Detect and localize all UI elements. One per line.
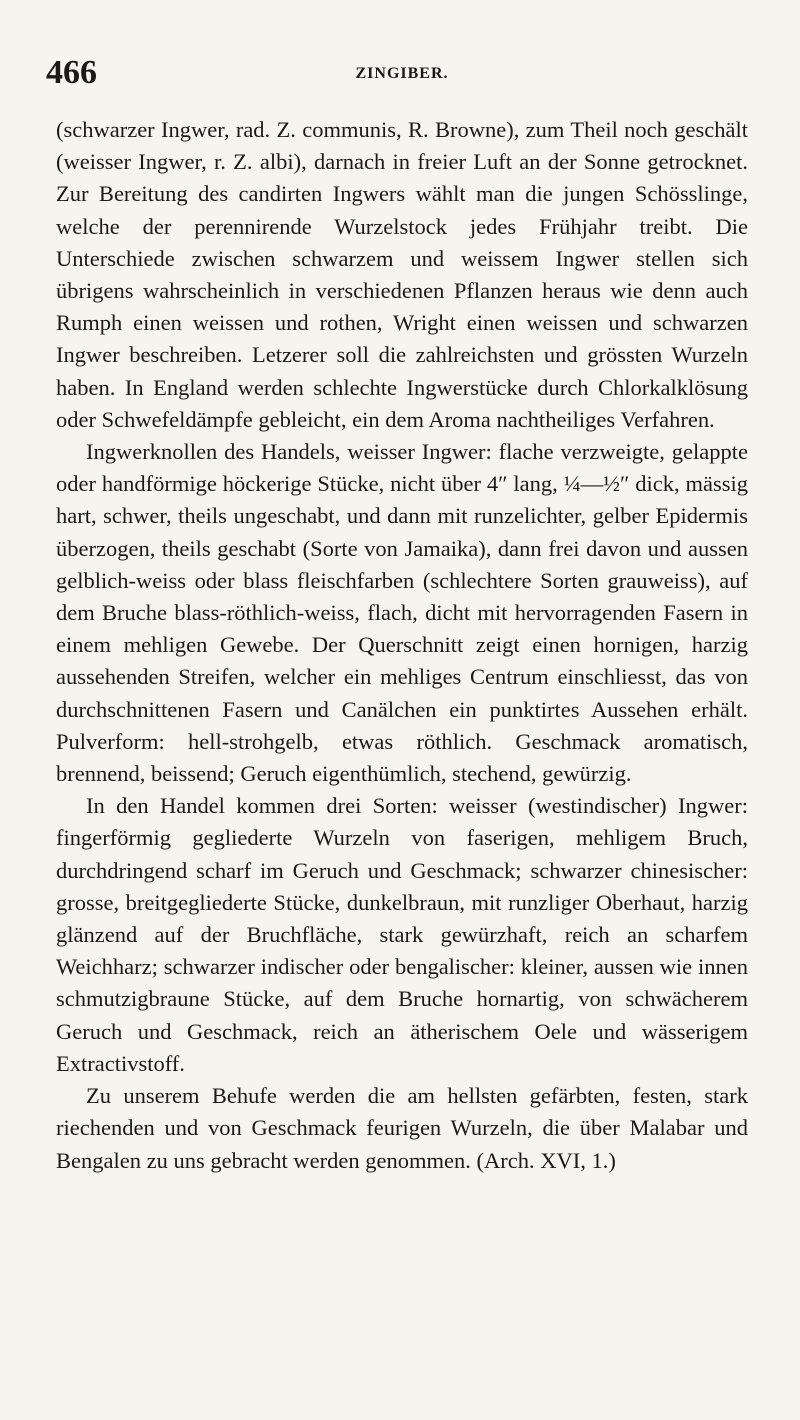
paragraph-4: Zu unserem Behufe werden die am hellsten gefärbten, festen, stark riechenden und von Geschmack feurigen Wurzeln, die über Malabar und Bengalen zu uns gebracht werden genommen. (Arch. XVI, 1.) bbox=[56, 1083, 748, 1173]
paragraph-1: (schwarzer Ingwer, rad. Z. communis, R. Browne), zum Theil noch geschält (weisser Ingwer, r. Z. albi), darnach in freier Luft an der Sonne getrocknet. Zur Bereitung des candirten Ingwers wählt man die jungen Schösslinge, welche der perennirende Wurzelstock jedes Frühjahr treibt. Die Unterschiede zwischen schwarzem und weissem Ingwer stellen sich übrigens wahrscheinlich in verschiedenen Pflanzen heraus wie denn auch Rumph einen weissen und rothen, Wright einen weissen und schwarzen Ingwer beschreiben. Letzerer soll die zahlreichsten und grössten Wurzeln haben. In England werden schlechte Ingwerstücke durch Chlorkalklösung oder Schwefeldämpfe gebleicht, ein dem Aroma nachtheiliges Verfahren. bbox=[56, 117, 748, 432]
running-head: ZINGIBER. bbox=[355, 65, 449, 82]
paragraph-3: In den Handel kommen drei Sorten: weisser (westindischer) Ingwer: fingerförmig gegliederte Wurzeln von faserigen, mehligem Bruch, durchdringend scharf im Geruch und Geschmack; schwarzer chinesischer: grosse, breitgegliederte Stücke, dunkelbraun, mit runzliger Oberhaut, harzig glänzend auf der Bruchfläche, stark gewürzhaft, reich an scharfem Weichharz; schwarzer indischer oder bengalischer: kleiner, aussen wie innen schmutzigbraune Stücke, auf dem Bruche hornartig, von schwächerem Geruch und Geschmack, reich an ätherischem Oele und wässerigem Extractivstoff. bbox=[56, 793, 748, 1076]
page-header bbox=[46, 54, 748, 98]
paragraph-2: Ingwerknollen des Handels, weisser Ingwer: flache verzweigte, gelappte oder handförmige höckerige Stücke, nicht über 4″ lang, ¼—½″ dick, mässig hart, schwer, theils ungeschabt, und dann mit runzelichter, gelber Epidermis überzogen, theils geschabt (Sorte von Jamaika), dann frei davon und aussen gelblich-weiss oder blass fleischfarben (schlechtere Sorten grauweiss), auf dem Bruche blass-röthlich-weiss, flach, dicht mit hervorragenden Fasern in einem mehligen Gewebe. Der Querschnitt zeigt einen hornigen, harzig aussehenden Streifen, welcher ein mehliges Centrum einschliesst, das von durchschnittenen Fasern und Canälchen ein punktirtes Aussehen erhält. Pulverform: hell-strohgelb, etwas röthlich. Geschmack aromatisch, brennend, beissend; Geruch eigenthümlich, stechend, gewürzig. bbox=[56, 439, 748, 787]
body-text bbox=[56, 114, 748, 1177]
page-number: 466 bbox=[46, 54, 97, 91]
